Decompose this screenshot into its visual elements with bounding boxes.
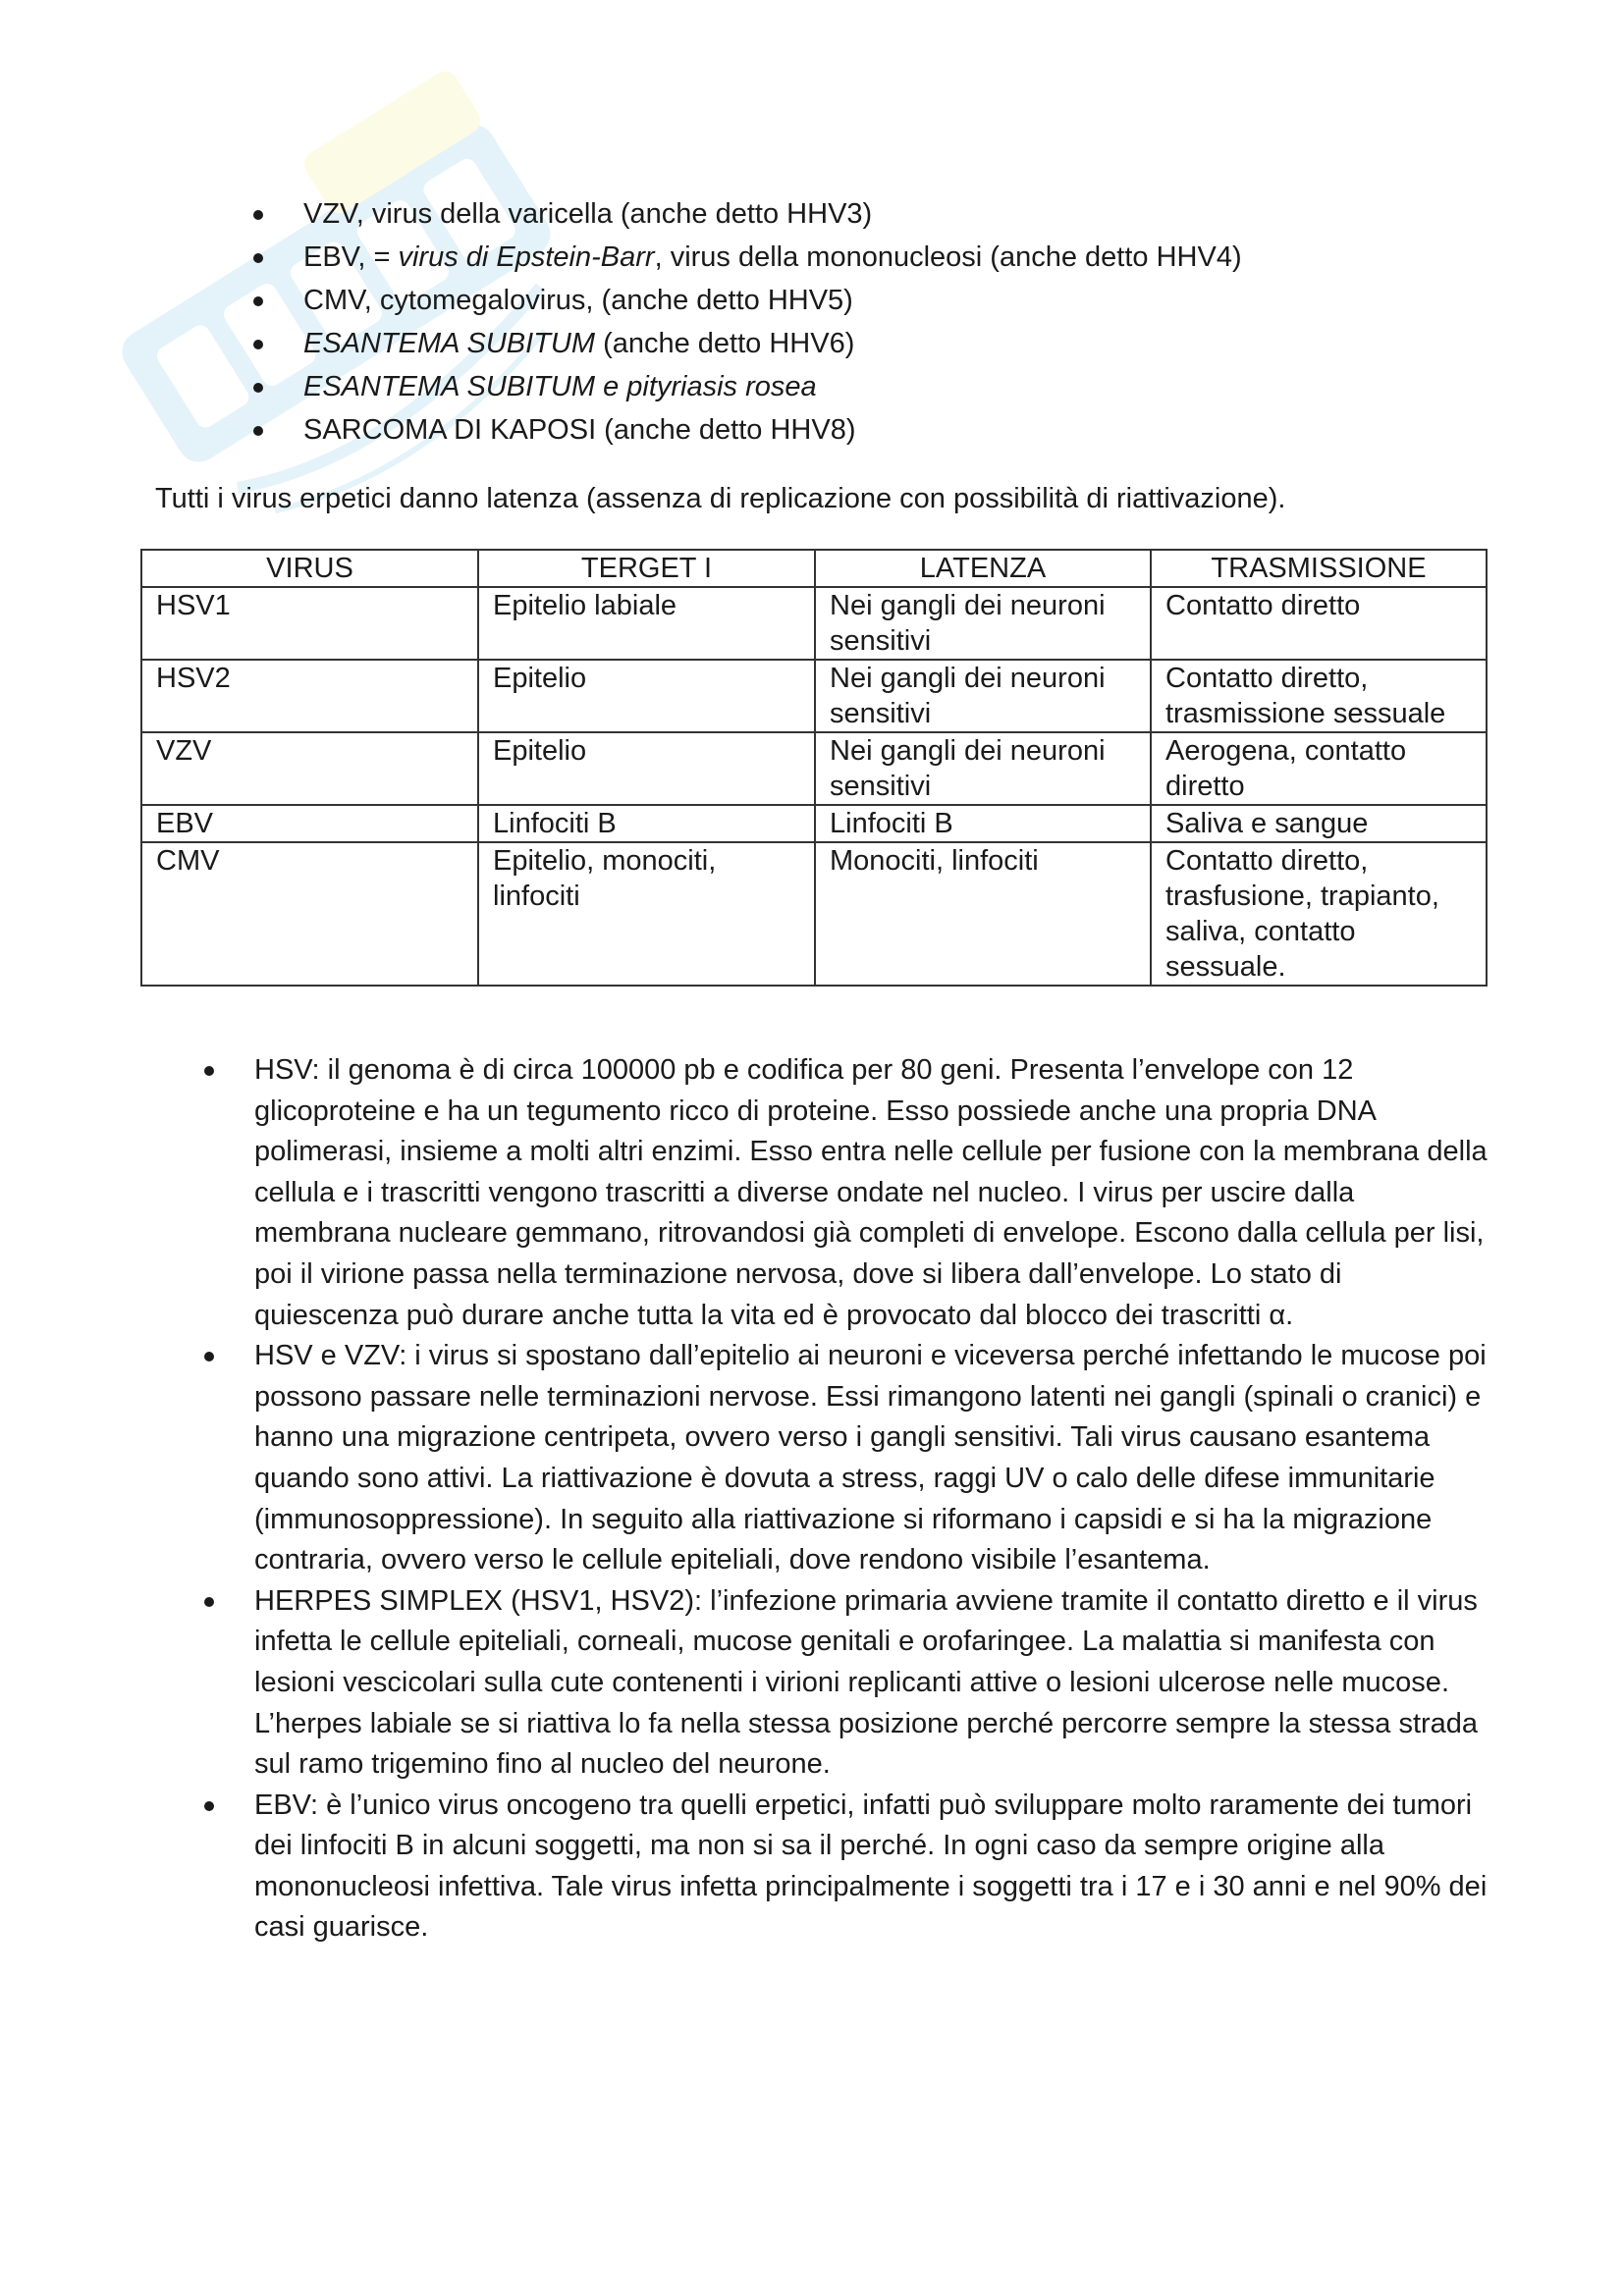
table-cell: Saliva e sangue: [1151, 805, 1487, 842]
column-header-latency: LATENZA: [815, 550, 1151, 587]
herpesvirus-list: [251, 192, 1242, 452]
table-row: [141, 587, 1487, 660]
table-cell: Monociti, linfociti: [815, 842, 1151, 986]
list-item-italic-text: ESANTEMA SUBITUM: [303, 328, 596, 359]
table-cell: Aerogena, contatto diretto: [1151, 732, 1487, 805]
table-cell: Contatto diretto: [1151, 587, 1487, 660]
table-cell: Contatto diretto, trasmissione sessuale: [1151, 660, 1487, 732]
column-header-target: TERGET I: [478, 550, 815, 587]
list-item: [251, 279, 1242, 322]
table-header-row: [141, 550, 1487, 587]
list-item-text: SARCOMA DI KAPOSI (anche detto HHV8): [303, 414, 856, 446]
list-item-text: , virus della mononucleosi (anche detto HHV4): [654, 241, 1242, 273]
table-cell: Epitelio, monociti, linfociti: [478, 842, 815, 986]
list-item: [251, 192, 1242, 236]
table-row: [141, 805, 1487, 842]
latency-paragraph: Tutti i virus erpetici danno latenza (assenza di replicazione con possibilità di riattivazione).: [155, 483, 1286, 514]
table-cell: Epitelio labiale: [478, 587, 815, 660]
list-item-text: CMV, cytomegalovirus, (anche detto HHV5): [303, 285, 853, 316]
table-cell: Epitelio: [478, 732, 815, 805]
table-cell: CMV: [141, 842, 478, 986]
table-row: [141, 660, 1487, 732]
table-cell: Nei gangli dei neuroni sensitivi: [815, 660, 1151, 732]
table-cell: EBV: [141, 805, 478, 842]
table-cell: VZV: [141, 732, 478, 805]
list-item-text: (anche detto HHV6): [595, 328, 855, 359]
table-cell: Contatto diretto, trasfusione, trapianto, saliva, contatto sessuale.: [1151, 842, 1487, 986]
list-item-ebv: EBV: è l’unico virus oncogeno tra quelli erpetici, infatti può sviluppare molto raramente dei tumori dei linfociti B in alcuni soggetti, ma non si sa il perché. In ogni caso da sempre origine alla mononucleosi infettiva. Tale virus infetta principalmente i soggetti tra i 17 e i 30 anni e nel 90% dei casi guarisce.: [202, 1786, 1489, 1949]
table-cell: HSV1: [141, 587, 478, 660]
table-row: [141, 732, 1487, 805]
list-item-italic-text: ESANTEMA SUBITUM e pityriasis rosea: [303, 371, 817, 402]
list-item: [251, 236, 1242, 279]
table-cell: Nei gangli dei neuroni sensitivi: [815, 587, 1151, 660]
table-cell: Nei gangli dei neuroni sensitivi: [815, 732, 1151, 805]
table-cell: HSV2: [141, 660, 478, 732]
list-item-text: VZV, virus della varicella (anche detto HHV3): [303, 198, 873, 230]
virus-table: [140, 549, 1488, 987]
table-cell: Linfociti B: [478, 805, 815, 842]
column-header-transmission: TRASMISSIONE: [1151, 550, 1487, 587]
list-item: [251, 322, 1242, 365]
table-row: [141, 842, 1487, 986]
list-item: [251, 408, 1242, 452]
column-header-virus: VIRUS: [141, 550, 478, 587]
list-item-italic-text: virus di Epstein-Barr: [398, 241, 655, 273]
list-item: [251, 365, 1242, 408]
table-cell: Linfociti B: [815, 805, 1151, 842]
list-item-text: EBV, =: [303, 241, 399, 273]
list-item-hsv-vzv: HSV e VZV: i virus si spostano dall’epitelio ai neuroni e viceversa perché infettando le mucose poi possono passare nelle terminazioni nervose. Essi rimangono latenti nei gangli (spinali o cranici) e hanno una migrazione centripeta, ovvero verso i gangli sensitivi. Tali virus causano esantema quando sono attivi. La riattivazione è dovuta a stress, raggi UV o calo delle difese immunitarie (immunosoppressione). In seguito alla riattivazione si riformano i capsidi e si ha la migrazione contraria, ovvero verso le cellule epiteliali, dove rendono visibile l’esantema.: [202, 1336, 1489, 1581]
list-item-hsv: HSV: il genoma è di circa 100000 pb e codifica per 80 geni. Presenta l’envelope con 12 glicoproteine e ha un tegumento ricco di proteine. Esso possiede anche una propria DNA polimerasi, insieme a molti altri enzimi. Esso entra nelle cellule per fusione con la membrana della cellula e i trascritti vengono trascritti a diverse ondate nel nucleo. I virus per uscire dalla membrana nucleare gemmano, ritrovandosi già completi di envelope. Escono dalla cellula per lisi, poi il virione passa nella terminazione nervosa, dove si libera dall’envelope. Lo stato di quiescenza può durare anche tutta la vita ed è provocato dal blocco dei trascritti α.: [202, 1050, 1489, 1336]
list-item-herpes-simplex: HERPES SIMPLEX (HSV1, HSV2): l’infezione primaria avviene tramite il contatto diretto e il virus infetta le cellule epiteliali, corneali, mucose genitali e orofaringee. La malattia si manifesta con lesioni vescicolari sulla cute contenenti i virioni replicanti attive o lesioni ulcerose nelle mucose. L’herpes labiale se si riattiva lo fa nella stessa posizione perché percorre sempre la stessa strada sul ramo trigemino fino al nucleo del neurone.: [202, 1581, 1489, 1786]
virus-description-list: [202, 1050, 1489, 1949]
table-cell: Epitelio: [478, 660, 815, 732]
